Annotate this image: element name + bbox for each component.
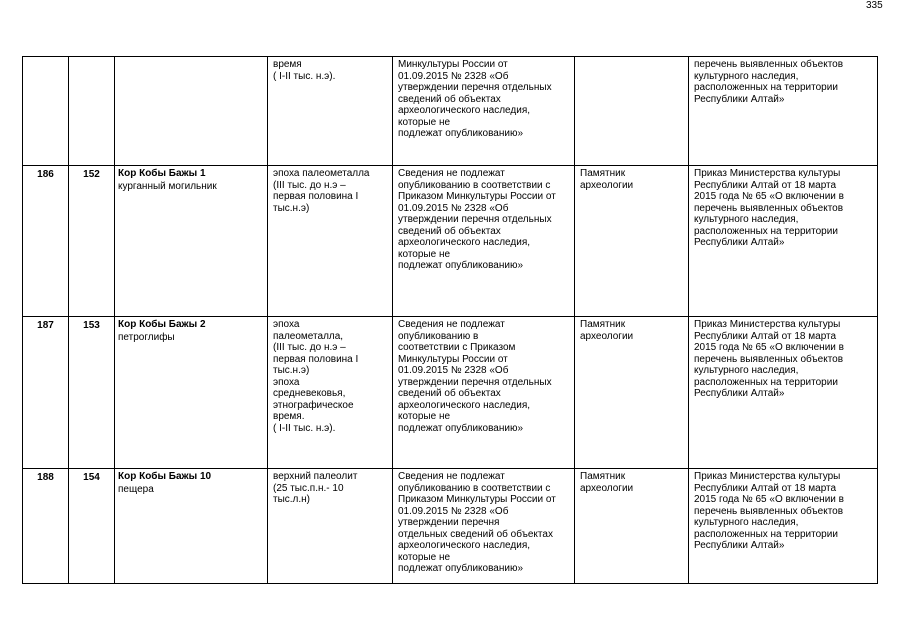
object-type: пещера bbox=[118, 483, 154, 495]
category-cell bbox=[575, 57, 689, 166]
object-type: курганный могильник bbox=[118, 180, 217, 192]
dating-cell: эпоха палеометалла (III тыс. до н.э – первая половина I тыс.н.э) bbox=[268, 166, 393, 317]
category-cell: Памятник археологии bbox=[575, 166, 689, 317]
page-number: 335 bbox=[866, 0, 883, 11]
row-number-cell: 186 bbox=[23, 166, 69, 317]
table-row bbox=[23, 317, 878, 469]
registry-number-cell: 154 bbox=[69, 469, 115, 584]
row-number-cell bbox=[23, 57, 69, 166]
document-cell: Приказ Министерства культуры Республики Алтай от 18 марта 2015 года № 65 «О включении в перечень выявленных объектов культурного наследия, расположенных на территории Республики Алтай» bbox=[689, 166, 878, 317]
row-number-cell: 187 bbox=[23, 317, 69, 469]
publication-cell: Сведения не подлежат опубликованию в соответствии с Приказом Минкультуры России от 01.09.2015 № 2328 «Об утверждении перечня отдельных сведений об объектах археологического наследия, которые не подлежат опубликованию» bbox=[393, 469, 575, 584]
publication-cell: Минкультуры России от 01.09.2015 № 2328 «Об утверждении перечня отдельных сведений об объектах археологического наследия, которые не подлежат опубликованию» bbox=[393, 57, 575, 166]
dating-cell: эпоха палеометалла, (III тыс. до н.э – первая половина I тыс.н.э) эпоха средневековья, этнографическое время. ( I-II тыс. н.э). bbox=[268, 317, 393, 469]
document-cell: перечень выявленных объектов культурного наследия, расположенных на территории Республики Алтай» bbox=[689, 57, 878, 166]
category-cell: Памятник археологии bbox=[575, 317, 689, 469]
object-name-cell bbox=[115, 317, 268, 469]
registry-number-cell bbox=[69, 57, 115, 166]
object-name: Кор Кобы Бажы 10 bbox=[118, 471, 212, 482]
publication-cell: Сведения не подлежат опубликованию в соответствии с Приказом Минкультуры России от 01.09.2015 № 2328 «Об утверждении перечня отдельных сведений об объектах археологического наследия, которые не подлежат опубликованию» bbox=[393, 317, 575, 469]
registry-number-cell: 153 bbox=[69, 317, 115, 469]
table-row bbox=[23, 469, 878, 584]
object-name: Кор Кобы Бажы 1 bbox=[118, 168, 206, 179]
category-cell: Памятник археологии bbox=[575, 469, 689, 584]
dating-cell: верхний палеолит (25 тыс.п.н.- 10 тыс.л.н) bbox=[268, 469, 393, 584]
object-type: петроглифы bbox=[118, 331, 175, 343]
object-name-cell bbox=[115, 57, 268, 166]
row-number-cell: 188 bbox=[23, 469, 69, 584]
object-name: Кор Кобы Бажы 2 bbox=[118, 319, 206, 330]
dating-cell: время ( I-II тыс. н.э). bbox=[268, 57, 393, 166]
table-row bbox=[23, 57, 878, 166]
object-name-cell bbox=[115, 469, 268, 584]
heritage-objects-table bbox=[22, 56, 878, 584]
document-cell: Приказ Министерства культуры Республики Алтай от 18 марта 2015 года № 65 «О включении в перечень выявленных объектов культурного наследия, расположенных на территории Республики Алтай» bbox=[689, 469, 878, 584]
document-cell: Приказ Министерства культуры Республики Алтай от 18 марта 2015 года № 65 «О включении в перечень выявленных объектов культурного наследия, расположенных на территории Республики Алтай» bbox=[689, 317, 878, 469]
publication-cell: Сведения не подлежат опубликованию в соответствии с Приказом Минкультуры России от 01.09.2015 № 2328 «Об утверждении перечня отдельных сведений об объектах археологического наследия, которые не подлежат опубликованию» bbox=[393, 166, 575, 317]
registry-number-cell: 152 bbox=[69, 166, 115, 317]
table-row bbox=[23, 166, 878, 317]
object-name-cell bbox=[115, 166, 268, 317]
